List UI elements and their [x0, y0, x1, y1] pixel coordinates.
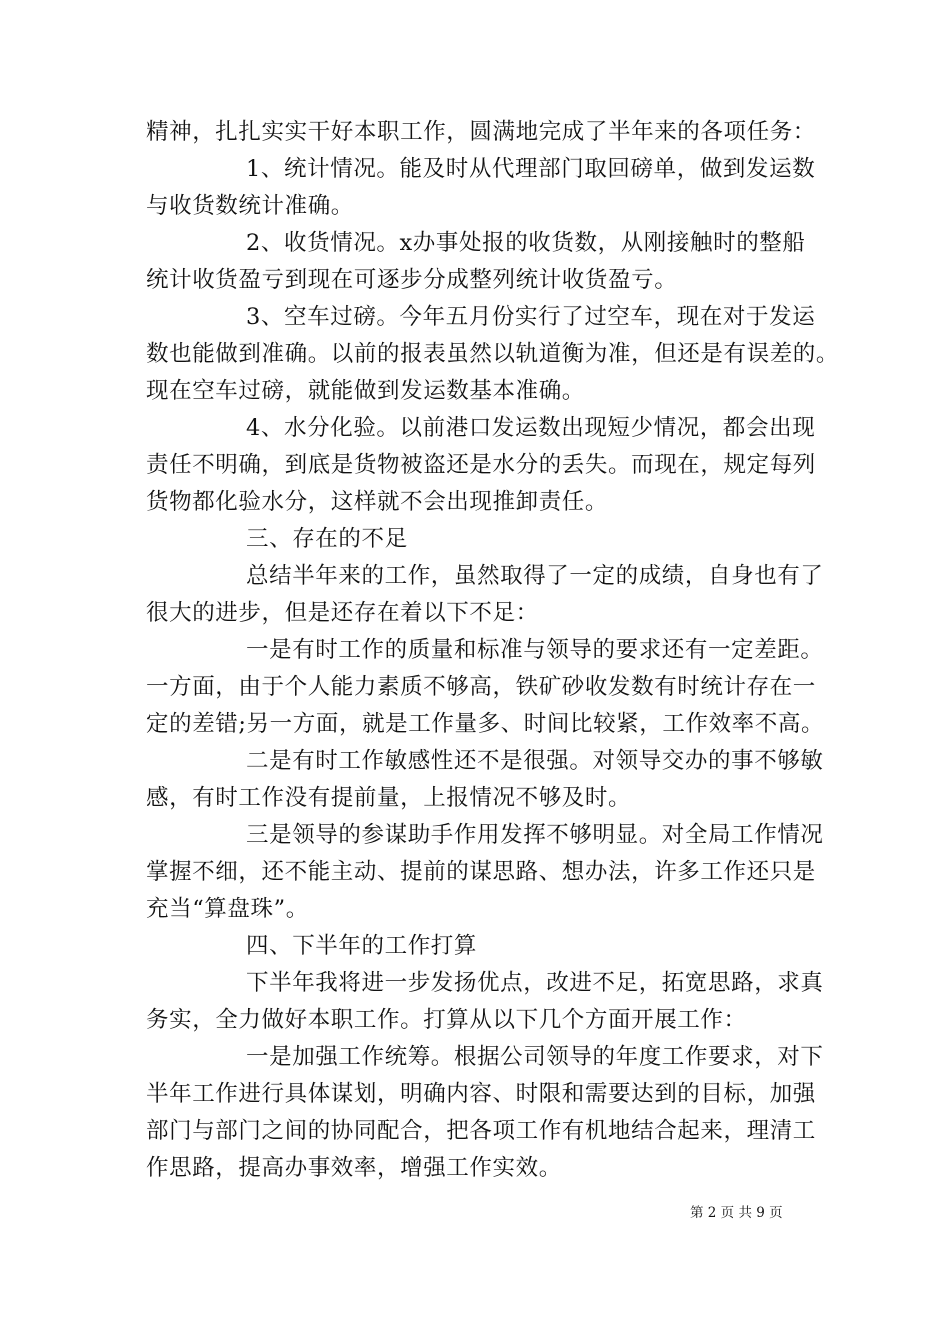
- text-line: 三是领导的参谋助手作用发挥不够明显。对全局工作情况: [246, 822, 824, 848]
- text-line: 充当“算盘珠”。: [146, 896, 309, 922]
- text-line: 一是有时工作的质量和标准与领导的要求还有一定差距。: [246, 637, 824, 663]
- text-line: 务实，全力做好本职工作。打算从以下几个方面开展工作：: [146, 1007, 747, 1033]
- text-line: 很大的进步，但是还存在着以下不足：: [146, 600, 539, 626]
- section-heading: 三、存在的不足: [246, 526, 408, 552]
- text-line: 定的差错;另一方面，就是工作量多、时间比较紧，工作效率不高。: [146, 711, 825, 737]
- text-line: 2、收货情况。x办事处报的收货数，从刚接触时的整船: [246, 230, 806, 256]
- text-line: 下半年我将进一步发扬优点，改进不足，拓宽思路，求真: [246, 970, 824, 996]
- text-line: 作思路，提高办事效率，增强工作实效。: [146, 1155, 562, 1181]
- text-line: 掌握不细，还不能主动、提前的谋思路、想办法，许多工作还只是: [146, 859, 816, 885]
- page-number: 第 2 页 共 9 页: [690, 1205, 783, 1221]
- text-line: 一是加强工作统筹。根据公司领导的年度工作要求，对下: [246, 1044, 824, 1070]
- text-line: 责任不明确，到底是货物被盗还是水分的丢失。而现在，规定每列: [146, 452, 816, 478]
- text-line: 统计收货盈亏到现在可逐步分成整列统计收货盈亏。: [146, 267, 678, 293]
- text-line: 货物都化验水分，这样就不会出现推卸责任。: [146, 489, 609, 515]
- text-line: 数也能做到准确。以前的报表虽然以轨道衡为准，但还是有误差的。: [146, 341, 840, 367]
- text-line: 与收货数统计准确。: [146, 193, 354, 219]
- text-line: 4、水分化验。以前港口发运数出现短少情况，都会出现: [246, 415, 816, 441]
- section-heading: 四、下半年的工作打算: [246, 933, 478, 959]
- text-line: 感，有时工作没有提前量，上报情况不够及时。: [146, 785, 632, 811]
- text-line: 总结半年来的工作，虽然取得了一定的成绩，自身也有了: [246, 563, 824, 589]
- text-line: 现在空车过磅，就能做到发运数基本准确。: [146, 378, 585, 404]
- text-line: 一方面，由于个人能力素质不够高，铁矿砂收发数有时统计存在一: [146, 674, 816, 700]
- text-line: 精神，扎扎实实干好本职工作，圆满地完成了半年来的各项任务：: [146, 119, 816, 145]
- text-line: 二是有时工作敏感性还不是很强。对领导交办的事不够敏: [246, 748, 824, 774]
- text-line: 3、空车过磅。今年五月份实行了过空车，现在对于发运: [246, 304, 816, 330]
- text-line: 半年工作进行具体谋划，明确内容、时限和需要达到的目标，加强: [146, 1081, 816, 1107]
- text-line: 1、统计情况。能及时从代理部门取回磅单，做到发运数: [246, 156, 816, 182]
- text-line: 部门与部门之间的协同配合，把各项工作有机地结合起来，理清工: [146, 1118, 816, 1144]
